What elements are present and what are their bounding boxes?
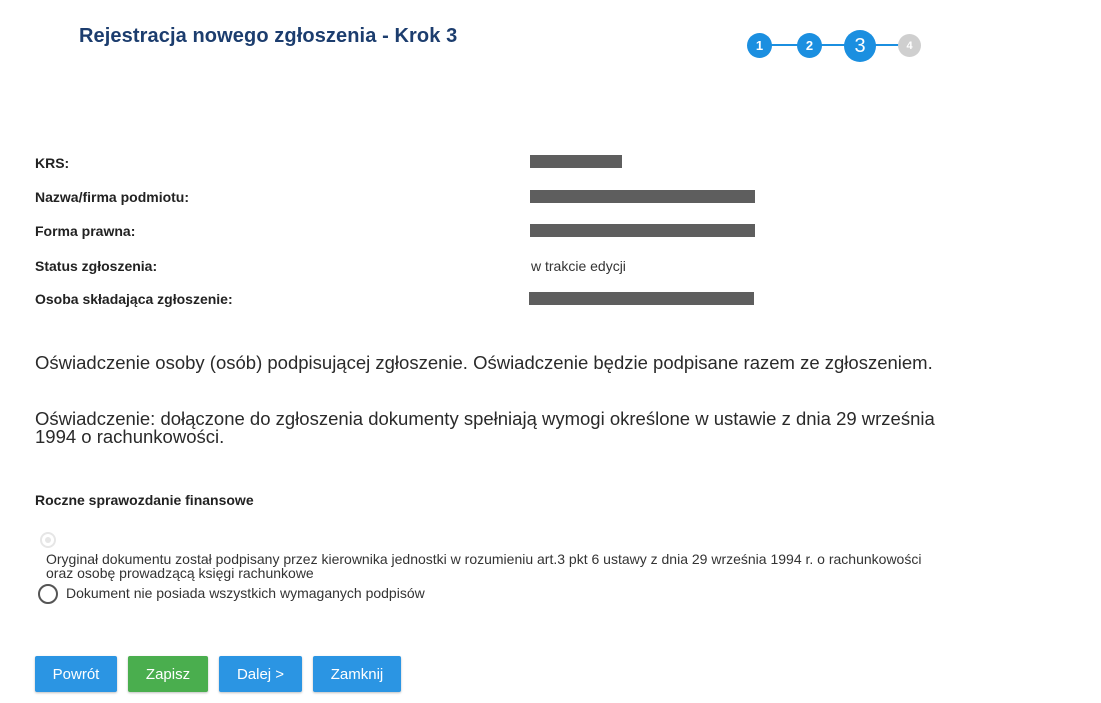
original-signed-label-line1: Oryginał dokumentu został podpisany przez kierownika jednostki w rozumieniu art.3 pkt 6 ustawy z dnia 29 września 1994 r. o rachunkowości	[46, 551, 922, 567]
krs-label: KRS:	[35, 155, 70, 171]
missing-signatures-label: Dokument nie posiada wszystkich wymaganych podpisów	[66, 585, 425, 601]
entity-name-label: Nazwa/firma podmiotu:	[35, 189, 190, 205]
step-3-active: 3	[844, 30, 876, 62]
krs-value-redacted	[530, 155, 622, 168]
missing-signatures-radio[interactable]	[38, 584, 58, 604]
status-value: w trakcie edycji	[531, 258, 626, 274]
step-4: 4	[898, 34, 921, 57]
financial-report-title: Roczne sprawozdanie finansowe	[35, 492, 254, 508]
step-1: 1	[747, 33, 772, 58]
entity-name-redacted	[530, 190, 755, 203]
legal-form-label: Forma prawna:	[35, 223, 136, 239]
signature-statement: Oświadczenie osoby (osób) podpisującej zgłoszenie. Oświadczenie będzie podpisane razem ze zgłoszeniem.	[35, 352, 933, 373]
progress-stepper	[746, 31, 926, 61]
status-label: Status zgłoszenia:	[35, 258, 158, 274]
save-button[interactable]: Zapisz	[128, 656, 208, 692]
submitter-redacted	[529, 292, 754, 305]
documents-statement-line1: Oświadczenie: dołączone do zgłoszenia dokumenty spełniają wymogi określone w ustawie z dnia 29 września	[35, 408, 935, 429]
next-button[interactable]: Dalej >	[219, 656, 302, 692]
close-button[interactable]: Zamknij	[313, 656, 401, 692]
original-signed-radio[interactable]	[40, 532, 56, 548]
documents-statement-line2: 1994 o rachunkowości.	[35, 426, 225, 447]
legal-form-redacted	[530, 224, 755, 237]
page-title: Rejestracja nowego zgłoszenia - Krok 3	[79, 25, 458, 47]
back-button[interactable]: Powrót	[35, 656, 117, 692]
original-signed-label-line2: oraz osobę prowadzącą księgi rachunkowe	[46, 565, 314, 581]
step-2: 2	[797, 33, 822, 58]
submitter-label: Osoba składająca zgłoszenie:	[35, 291, 233, 307]
